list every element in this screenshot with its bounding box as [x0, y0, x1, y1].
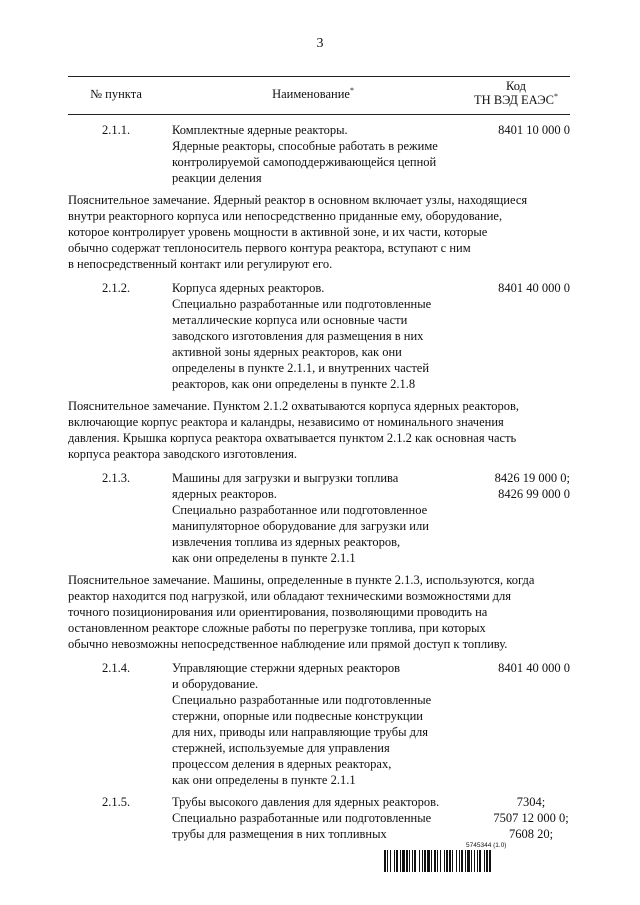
- description-line: процессом деления в ядерных реакторах,: [172, 757, 392, 771]
- barcode-id: 5745344 (1.0): [466, 842, 507, 849]
- description-line: трубы для размещения в них топливных: [172, 827, 387, 841]
- description-line: и оборудование.: [172, 677, 259, 691]
- item-description: [172, 794, 472, 842]
- item-code: [472, 794, 580, 842]
- description-line: Ядерные реакторы, способные работать в режиме: [172, 139, 438, 153]
- description-line: как они определены в пункте 2.1.1: [172, 773, 356, 787]
- table-row: [68, 280, 570, 392]
- description-line: стержней, используемые для управления: [172, 741, 390, 755]
- item-description: [172, 660, 472, 788]
- table-row: [68, 660, 570, 788]
- document-body: [68, 122, 570, 848]
- item-code: [472, 660, 570, 788]
- description-line: Специально разработанные или подготовленные: [172, 693, 432, 707]
- description-line: Комплектные ядерные реакторы.: [172, 123, 348, 137]
- header-code-line2: [462, 93, 570, 107]
- header-name-label: Наименование: [272, 87, 350, 101]
- note-line: точного позиционирования или ориентирования, позволяющими проводить на: [68, 605, 488, 619]
- code-line: 8426 99 000 0: [498, 487, 570, 501]
- note-line: внутри реакторного корпуса или непосредственно приданные ему, оборудование,: [68, 209, 503, 223]
- note-line: остановленном реакторе сложные работы по перегрузке топлива, при которых: [68, 621, 486, 635]
- description-line: реакторов, как они определены в пункте 2.1.8: [172, 377, 416, 391]
- description-line: для них, приводы или направляющие трубы для: [172, 725, 428, 739]
- description-line: Специально разработанное или подготовленное: [172, 503, 428, 517]
- description-line: извлечения топлива из ядерных реакторов,: [172, 535, 401, 549]
- note-line: давления. Крышка корпуса реактора охватывается пунктом 2.1.2 как основная часть: [68, 431, 517, 445]
- item-number: 2.1.5.: [102, 795, 131, 809]
- note-line: реактор находится под нагрузкой, или обладают техническими возможностями для: [68, 589, 512, 603]
- code-line: 8401 40 000 0: [498, 281, 570, 295]
- item-number: 2.1.4.: [102, 661, 131, 675]
- table-row: [68, 122, 570, 186]
- note-line: Пояснительное замечание. Пунктом 2.1.2 охватываются корпуса ядерных реакторов,: [68, 399, 520, 413]
- description-line: Управляющие стержни ядерных реакторов: [172, 661, 400, 675]
- code-line: 7304;: [516, 795, 546, 809]
- description-line: Трубы высокого давления для ядерных реакторов.: [172, 795, 440, 809]
- description-line: активной зоны ядерных реакторов, как они: [172, 345, 402, 359]
- description-line: Корпуса ядерных реакторов.: [172, 281, 325, 295]
- header-code-footnote-mark: *: [553, 91, 558, 101]
- header-code: [462, 79, 570, 107]
- barcode-image: [384, 850, 570, 872]
- header-name: [164, 87, 462, 102]
- code-line: 7507 12 000 0;: [493, 811, 569, 825]
- note-line: Пояснительное замечание. Ядерный реактор в основном включает узлы, находящиеся: [68, 193, 528, 207]
- note-line: обычно содержат теплоноситель первого контура реактора, вступают с ним: [68, 241, 471, 255]
- description-line: манипуляторное оборудование для загрузки или: [172, 519, 429, 533]
- description-line: определены в пункте 2.1.1, и внутренних частей: [172, 361, 430, 375]
- description-line: металлические корпуса или основные части: [172, 313, 408, 327]
- note-line: Пояснительное замечание. Машины, определенные в пункте 2.1.3, используются, когда: [68, 573, 535, 587]
- note-line: корпуса реактора заводского изготовления.: [68, 447, 297, 461]
- header-name-footnote-mark: *: [349, 85, 354, 95]
- description-line: контролируемой самоподдерживающейся цепной: [172, 155, 437, 169]
- table-row: [68, 794, 570, 842]
- code-line: 7608 20;: [508, 827, 554, 841]
- description-line: ядерных реакторов.: [172, 487, 277, 501]
- page-number: 3: [316, 36, 324, 51]
- item-number: 2.1.3.: [102, 471, 131, 485]
- description-line: реакции деления: [172, 171, 262, 185]
- item-code: [472, 122, 570, 186]
- table-row: [68, 470, 570, 566]
- explanatory-note: [68, 192, 570, 272]
- code-line: 8426 19 000 0;: [494, 471, 570, 485]
- description-line: Машины для загрузки и выгрузки топлива: [172, 471, 399, 485]
- explanatory-note: [68, 398, 570, 462]
- code-line: 8401 10 000 0: [498, 123, 570, 137]
- item-description: [172, 122, 472, 186]
- item-description: [172, 280, 472, 392]
- description-line: как они определены в пункте 2.1.1: [172, 551, 356, 565]
- description-line: Специально разработанные или подготовленные: [172, 297, 432, 311]
- note-line: в непосредственный контакт или регулируют его.: [68, 257, 333, 271]
- header-item-number: № пункта: [90, 87, 142, 101]
- code-line: 8401 40 000 0: [498, 661, 570, 675]
- note-line: которое контролирует уровень мощности в активной зоне, и их части, которые: [68, 225, 488, 239]
- item-number: 2.1.2.: [102, 281, 131, 295]
- note-line: включающие корпус реактора и каландры, независимо от номинального значения: [68, 415, 504, 429]
- header-code-label: ТН ВЭД ЕАЭС: [474, 93, 554, 107]
- table-header: [68, 76, 570, 115]
- description-line: стержни, опорные или подвесные конструкции: [172, 709, 423, 723]
- description-line: Специально разработанные или подготовленные: [172, 811, 432, 825]
- item-number: 2.1.1.: [102, 123, 131, 137]
- item-code: [472, 470, 570, 566]
- explanatory-note: [68, 572, 570, 652]
- item-code: [472, 280, 570, 392]
- item-description: [172, 470, 472, 566]
- header-code-line1: Код: [506, 79, 526, 93]
- description-line: заводского изготовления для размещения в них: [172, 329, 424, 343]
- note-line: обычно невозможны непосредственное наблюдение или прямой доступ к топливу.: [68, 637, 508, 651]
